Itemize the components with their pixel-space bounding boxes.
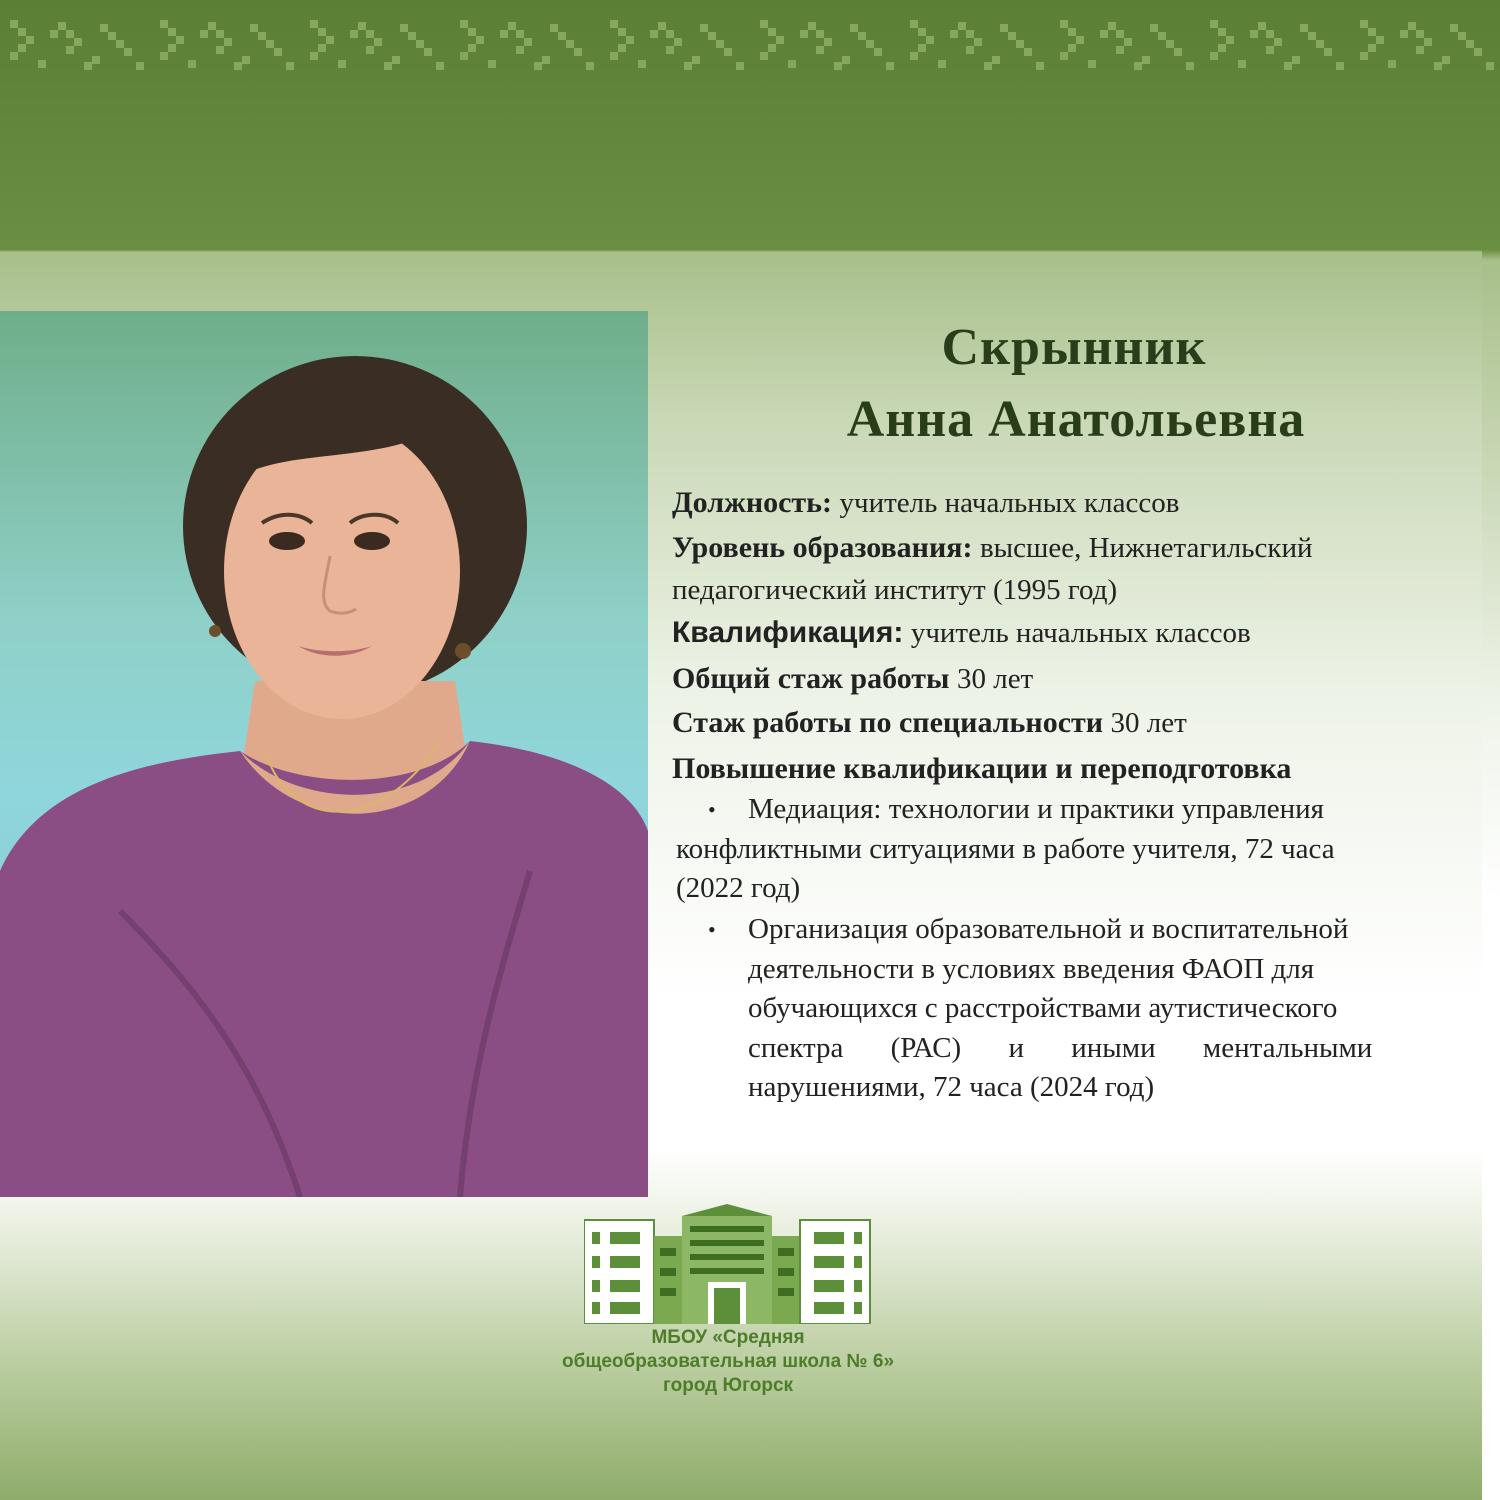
qualification-label: Квалификация: [672, 616, 904, 649]
training-heading: Повышение квалификации и переподготовка [672, 752, 1292, 785]
training-item-1 [672, 790, 1478, 909]
ornament-border [0, 0, 1500, 80]
teacher-photo [0, 311, 648, 1197]
training-heading-row [672, 748, 1478, 790]
school-name-line-1: МБОУ «Средняя [651, 1327, 805, 1348]
teacher-surname: Скрынник [941, 319, 1207, 376]
bullet-icon: • [708, 917, 716, 942]
school-city: город Югорск [662, 1375, 794, 1396]
training-2-line-4: спектра (РАС) и иными ментальными [748, 1031, 1373, 1064]
school-building-logo [584, 1202, 874, 1324]
training-item-2 [672, 910, 1478, 1108]
qualification-value: учитель начальных классов [910, 617, 1251, 649]
training-2-line-3: обучающихся с расстройствами аутистического [748, 992, 1338, 1024]
qualification-row [672, 612, 1478, 654]
education-value-2: педагогический институт (1995 год) [672, 574, 1118, 606]
total-experience-value: 30 лет [956, 663, 1034, 695]
total-experience-label: Общий стаж работы [672, 662, 950, 695]
position-value: учитель начальных классов [839, 487, 1180, 519]
bullet-icon: • [708, 797, 716, 822]
education-row [672, 527, 1478, 611]
training-2-line-2: деятельности в условиях введения ФАОП для [748, 952, 1315, 985]
education-value-1: высшее, Нижнетагильский [979, 532, 1313, 564]
total-experience-row [672, 658, 1478, 700]
position-label: Должность: [672, 486, 833, 519]
education-label: Уровень образования: [672, 531, 973, 564]
training-1-line-3: (2022 год) [676, 872, 801, 904]
specialty-experience-label: Стаж работы по специальности [672, 706, 1104, 739]
training-2-line-5: нарушениями, 72 часа (2024 год) [748, 1071, 1155, 1103]
specialty-experience-row [672, 702, 1478, 744]
right-edge-strip [1482, 0, 1500, 1500]
position-row [672, 482, 1478, 524]
training-1-line-2: конфликтными ситуациями в работе учителя, 72 часа [676, 832, 1335, 865]
specialty-experience-value: 30 лет [1110, 707, 1187, 739]
training-1-line-1: Медиация: технологии и практики управления [748, 793, 1325, 825]
school-name-line-2: общеобразовательная школа № 6» [561, 1351, 895, 1372]
teacher-given-name: Анна Анатольевна [846, 391, 1306, 448]
training-2-line-1: Организация образовательной и воспитательной [748, 913, 1349, 945]
